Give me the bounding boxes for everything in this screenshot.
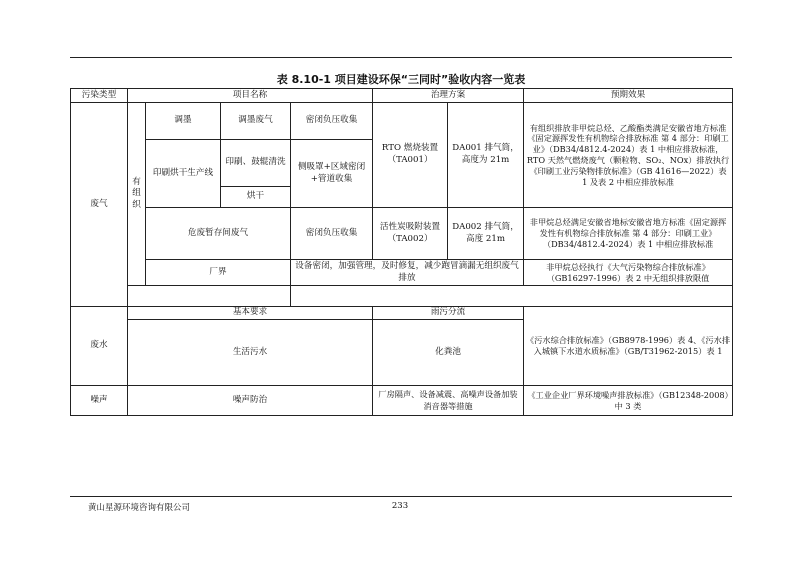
rain-sewage: 雨污分流 [373, 307, 524, 320]
tiao-mo-gas: 调墨废气 [221, 103, 291, 140]
expected-1: 有组织排放非甲烷总烃、乙酸酯类满足安徽省地方标准《固定源挥发性有机物综合排放标准 第 4 部分：印刷工业》（DB34/4812.4-2024）表 1 中相应排放标准，RTO 天然气燃烧废气（颗粒物、SO₂、NOx）排放执行《印刷工业污染物排放标准》（GB 41616—2022）表 1 及表 2 中相应排放标准 [524, 103, 733, 208]
waste-water-expected: 《污水综合排放标准》（GB8978-1996）表 4、《污水排入城镇下水道水质标准》（GB/T31962-2015）表 1 [524, 307, 733, 386]
table-row [71, 286, 733, 307]
hazard-storage: 危废暂存间废气 [146, 208, 291, 260]
basic-requirement: 基本要求 [128, 307, 373, 320]
table-row [71, 260, 733, 286]
print-clean: 印刷、鼓辊清洗 [221, 140, 291, 187]
header-plan: 治理方案 [373, 89, 524, 103]
rto-device: RTO 燃烧装置（TA001） [373, 103, 448, 208]
table-row [71, 208, 733, 260]
factory-expected: 非甲烷总烃执行《大气污染物综合排放标准》（GB16297-1996）表 2 中无组织排放限值 [524, 260, 733, 286]
noise-type: 噪声 [71, 386, 128, 416]
factory-boundary: 厂界 [146, 260, 291, 286]
domestic-sewage: 生活污水 [128, 320, 373, 386]
table-row [71, 103, 733, 140]
header-row [71, 89, 733, 103]
tiao-mo: 调墨 [146, 103, 221, 140]
empty-cell [291, 286, 733, 307]
header-rule [70, 57, 732, 58]
table-row [71, 386, 733, 416]
waste-water-type: 废水 [71, 307, 128, 386]
footer-rule [70, 496, 732, 497]
septic-tank: 化粪池 [373, 320, 524, 386]
dry: 烘干 [221, 187, 291, 208]
da001-stack: DA001 排气筒，高度为 21m [448, 103, 524, 208]
page-number: 233 [391, 501, 409, 511]
printing-line: 印刷烘干生产线 [146, 140, 221, 208]
expected-2: 非甲烷总烃满足安徽省地标安徽省地方标准《固定源挥发性有机物综合排放标准 第 4 部分：印刷工业》（DB34/4812.4-2024）表 1 中相应排放标准 [524, 208, 733, 260]
carbon-device: 活性炭吸附装置（TA002） [373, 208, 448, 260]
header-expected: 预期效果 [524, 89, 733, 103]
noise-plan: 厂房隔声、设备减震、高噪声设备加装消音器等措施 [373, 386, 524, 416]
organized-label: 有组织 [128, 103, 146, 286]
table-row [71, 307, 733, 320]
header-item: 项目名称 [128, 89, 373, 103]
da002-stack: DA002 排气筒，高度 21m [448, 208, 524, 260]
noise-expected: 《工业企业厂界环境噪声排放标准》（GB12348-2008）中 3 类 [524, 386, 733, 416]
noise-control: 噪声防治 [128, 386, 373, 416]
closed-negative-2: 密闭负压收集 [291, 208, 373, 260]
factory-plan: 设备密闭，加强管理，及时修复，减少跑冒滴漏无组织废气排放 [291, 260, 524, 286]
empty-cell [128, 286, 291, 307]
closed-negative-1: 密闭负压收集 [291, 103, 373, 140]
table-title: 表 8.10-1 项目建设环保“三同时”验收内容一览表 [276, 73, 526, 86]
footer-company: 黄山星源环境咨询有限公司 [88, 503, 191, 513]
side-hood: 侧吸罩+区域密闭+管道收集 [291, 140, 373, 208]
header-type: 污染类型 [71, 89, 128, 103]
acceptance-table [70, 88, 733, 416]
waste-gas-type: 废气 [71, 103, 128, 307]
